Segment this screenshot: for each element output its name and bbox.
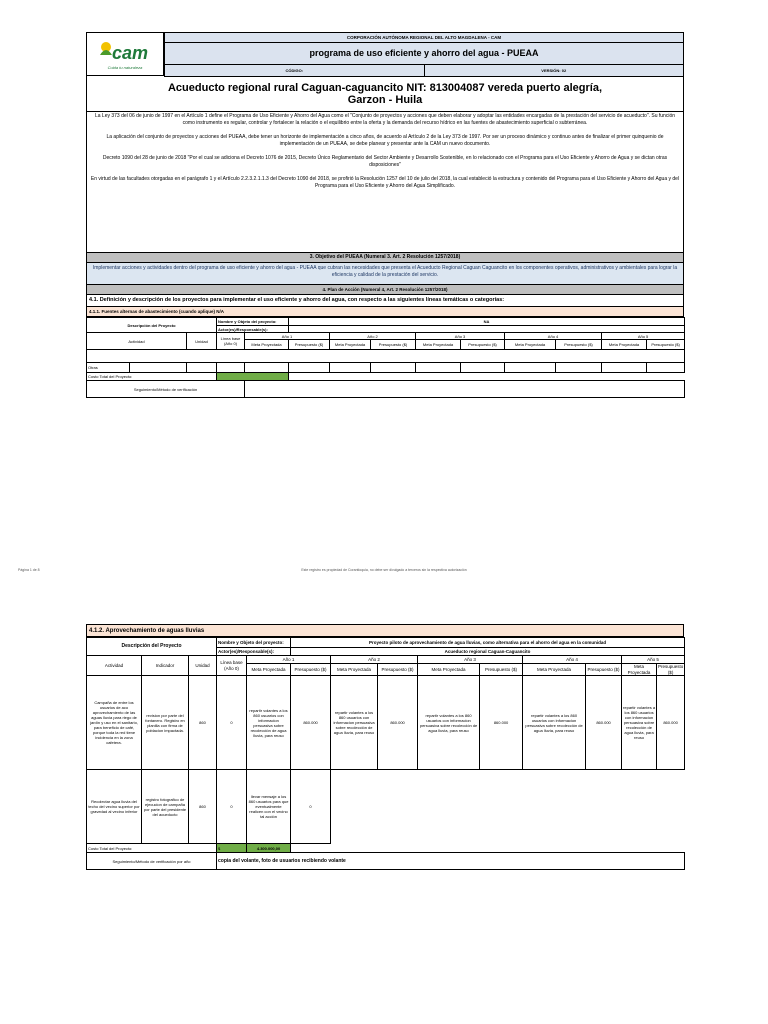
plan-heading: 4. Plan de Acción (Numeral 4, Art. 2 Resolución 1257/2018): [86, 285, 684, 295]
row2-linea-base: 0: [217, 770, 247, 844]
table-412: [86, 637, 685, 870]
actividad-header: Actividad: [87, 656, 142, 676]
empty-row: [87, 350, 685, 363]
year-5-header: Año 5: [622, 656, 685, 664]
actores-label: Actor(es)/Responsable(s):: [217, 648, 291, 656]
desc-proyecto-label: Descripción del Proyecto: [87, 318, 217, 333]
logo-tagline: Cuida tu naturaleza: [107, 64, 143, 70]
page-number: Página 1 de 8: [18, 568, 40, 572]
meta-header: Meta Proyectada: [331, 664, 378, 676]
title-line-1: Acueducto regional rural Caguan-caguancito NIT: 813004087 vereda puerto alegría,: [167, 81, 603, 94]
year-3-header: Año 3: [416, 333, 505, 340]
row1-meta-1: repartir volantes a los 860 usuarios con informacion persuasiva sobre recolección de agua lluvia, para reuso: [247, 676, 291, 770]
nombre-objeto-value: NA: [289, 318, 685, 326]
indicador-header: Indicador: [142, 656, 189, 676]
year-4-header: Año 4: [505, 333, 602, 340]
desc-proyecto-label: Descripción del Proyecto: [87, 638, 217, 656]
logo-text: cam: [112, 42, 149, 63]
unidad-header: Unidad: [187, 333, 217, 350]
presupuesto-header: Presupuesto ($): [480, 664, 523, 676]
seguimiento-value: [245, 381, 685, 398]
costo-total-value: [217, 373, 289, 381]
meta-header: Meta Proyectada: [622, 664, 657, 676]
actores-label: Actor(es)/Responsable(s):: [217, 326, 289, 333]
meta-header: Meta Proyectada: [505, 340, 556, 350]
actores-value: [289, 326, 685, 333]
intro-p3: Decreto 1090 del 28 de junio de 2018 "Por el cual se adiciona el Decreto 1076 de 2015, Decreto Único Reglamentario del Sector Ambiente y Desarrollo Sostenible, en lo relacionado con el Programa para el Uso Eficiente y Ahorro de Agua y se dictan otras disposiciones": [102, 155, 668, 168]
title-line-2: Garzon - Huila: [347, 93, 423, 106]
page-1: [86, 32, 684, 392]
table-row: [87, 676, 685, 770]
unidad-header: Unidad: [189, 656, 217, 676]
intro-p2: La aplicación del conjunto de proyectos y acciones del PUEAA, debe tener un horizonte de implementación a cinco años, de acuerdo al Artículo 2 de la Ley 373 de 1997. Por ser un proceso dinámico y continuo antes de finalizar el primer quinquenio de implementación de un PUEAA, se debe planear y presentar ante la CAM un nuevo documento.: [106, 134, 664, 147]
presupuesto-header: Presupuesto ($): [289, 340, 330, 350]
presupuesto-header: Presupuesto ($): [378, 664, 418, 676]
row1-pres-5: 860.000: [657, 676, 685, 770]
year-2-header: Año 2: [330, 333, 416, 340]
presupuesto-header: Presupuesto ($): [658, 664, 684, 675]
year-3-header: Año 3: [418, 656, 523, 664]
objective-heading: 3. Objetivo del PUEAA (Numeral 3. Art. 2 Resolución 1257/2018): [86, 253, 684, 263]
table-row: [87, 770, 685, 844]
page-2: [86, 624, 684, 880]
org-name: CORPORACIÓN AUTÓNOMA REGIONAL DEL ALTO MAGDALENA - CAM: [165, 33, 684, 43]
meta-header: Meta Proyectada: [602, 340, 647, 350]
nombre-objeto-label: Nombre y Objeto del proyecto:: [217, 638, 291, 648]
plan-sub: 4.1. Definición y descripción de los proyectos para implementar el uso eficiente y ahorro del agua, con respecto a las siguientes líneas temáticas o categorías:: [86, 295, 684, 307]
meta-header: Meta Proyectada: [330, 340, 371, 350]
presupuesto-header: Presupuesto ($): [647, 340, 685, 350]
meta-header: Meta Proyectada: [416, 340, 461, 350]
year-1-header: Año 1: [245, 333, 330, 340]
row1-meta-5: repartir volantes a los 860 usuarios con informacion persuasiva sobre recolección de agua lluvia, para reuso: [622, 676, 657, 770]
seguimiento-value: copia del volante, foto de usuarios recibiendo volante: [217, 853, 685, 870]
header-table: [164, 32, 684, 77]
section-412: 4.1.2. Aprovechamiento de aguas lluvias: [86, 624, 684, 637]
table-411: [86, 317, 685, 398]
seguimiento-label: Seguimiento/Método de verificación: [87, 381, 245, 398]
confidentiality-notice: Este registro es propiedad de Corantioquia, no debe ser divulgado a terceros sin la respectiva autorización: [301, 568, 467, 572]
intro-section: [86, 112, 684, 253]
year-4-header: Año 4: [523, 656, 622, 664]
actores-value: Acueducto regional Caguan-Caguancito: [291, 648, 685, 656]
seguimiento-label: Seguimiento/Método de verificación por año: [87, 853, 217, 870]
row2-actividad: Recolectar agua lluvia del techo del vecino superior por gravedad al vecino inferior: [87, 770, 142, 844]
row1-pres-3: 860.000: [480, 676, 523, 770]
year-5-header: Año 5: [602, 333, 685, 340]
otras-label: Otras: [87, 363, 130, 373]
linea-base-header: Línea base (Año 0): [217, 656, 247, 676]
section-411: 4.1.1. Fuentes alternas de abastecimiento (cuando aplique) N/A: [86, 307, 684, 317]
row2-indicador: registro fotografico de ejecucion de campaña por parte del presidente del acueducto: [142, 770, 189, 844]
presupuesto-header: Presupuesto ($): [586, 664, 622, 676]
linea-base-header: Línea base (Año 0): [217, 333, 245, 350]
document-title: [86, 76, 684, 112]
presupuesto-header: Presupuesto ($): [291, 664, 331, 676]
costo-total-label: Costo Total del Proyecto:: [87, 373, 217, 381]
meta-header: Meta Proyectada: [245, 340, 289, 350]
year-1-header: Año 1: [247, 656, 331, 664]
row1-pres-4: 860.000: [586, 676, 622, 770]
intro-p1: La Ley 373 del 06 de junio de 1997 en el Artículo 1 define el Programa de Uso Eficiente y Ahorro del Agua como el "Conjunto de proyectos y acciones que deben elaborar y adoptar las entidades encargadas de la prestación del servicio de acueducto". Su función como instrumento es regular, controlar y fortalecer la relación o el equilibrio entre la oferta y la demanda del recurso hídrico en las fuentes de abastecimiento superficial o subterránea.: [94, 113, 676, 126]
row1-pres-1: 860.000: [291, 676, 331, 770]
version-label: VERSIÓN: 02: [424, 65, 684, 77]
row1-linea-base: 0: [217, 676, 247, 770]
row1-actividad: Campaña de entre los usuarios de aco aprovechamiento de las aguas lluvia para riego de jardín y uso en el sanitario, para beneficio de café, porque toda la red tiene incidencia en la zona cafetera.: [87, 676, 142, 770]
row1-pres-2: 860.000: [378, 676, 418, 770]
presupuesto-header: Presupuesto ($): [556, 340, 602, 350]
intro-p4: En virtud de las facultades otorgadas en el parágrafo 1 y el Artículo 2.2.3.2.1.1.3 del Decreto 1090 del 2018, se profirió la Resolución 1257 del 10 de julio del 2018, la cual estableció la estructura y contenido del Programa para el Uso Eficiente y Ahorro del Agua y del Programa para el Uso Eficiente y Ahorro del Agua Simplificado.: [90, 176, 680, 189]
year-2-header: Año 2: [331, 656, 418, 664]
costo-total-value: 4.300.000,00: [247, 844, 291, 853]
costo-total-symbol: $: [217, 844, 247, 853]
row1-unidad: 860: [189, 676, 217, 770]
cam-logo: [86, 32, 164, 76]
row1-meta-3: repartir volantes a los 860 usuarios con informacion persuasiva sobre recolección de agua lluvia, para reuso: [418, 676, 480, 770]
presupuesto-header: Presupuesto ($): [461, 340, 505, 350]
row1-indicador: revision por parte del fontanero. Registro en planilla con firma de poblacion impactada.: [142, 676, 189, 770]
row2-pres-1: 0: [291, 770, 331, 844]
nombre-objeto-label: Nombre y Objeto del proyecto:: [217, 318, 289, 326]
codigo-label: CÓDIGO:: [165, 65, 425, 77]
presupuesto-header: Presupuesto ($): [371, 340, 416, 350]
meta-header: Meta Proyectada: [247, 664, 291, 676]
row1-meta-4: repartir volantes a los 860 usuarios con informacion persuasiva sobre recolección de agua lluvia, para reuso: [523, 676, 586, 770]
costo-total-label: Costo Total del Proyecto:: [87, 844, 217, 853]
meta-header: Meta Proyectada: [418, 664, 480, 676]
actividad-header: Actividad: [87, 333, 187, 350]
objective-text: Implementar acciones y actividades dentro del programa de uso eficiente y ahorro del agua - PUEAA que cubran las necesidades que presenta el Acueducto Regional Caguan Caguancito en los componentes operativos, administrativos y ambientales para lograr la eficiencia y calidad de la prestación del servicio.: [86, 263, 684, 285]
row2-unidad: 860: [189, 770, 217, 844]
nombre-objeto-value: Proyecto piloto de aprovechamiento de agua lluvias, como alternativa para el ahorro del agua en la comunidad: [291, 638, 685, 648]
row2-meta-1: llevar mensaje a los 860 usuarios para que eventualmente realicen con el vecino tal acción: [247, 770, 291, 844]
cam-logo-icon: [96, 39, 154, 65]
program-name: programa de uso eficiente y ahorro del agua - PUEAA: [165, 43, 684, 65]
meta-header: Meta Proyectada: [523, 664, 586, 676]
row1-meta-2: repartir volantes a los 860 usuarios con informacion persuasiva sobre recolección de agua lluvia, para reuso: [331, 676, 378, 770]
